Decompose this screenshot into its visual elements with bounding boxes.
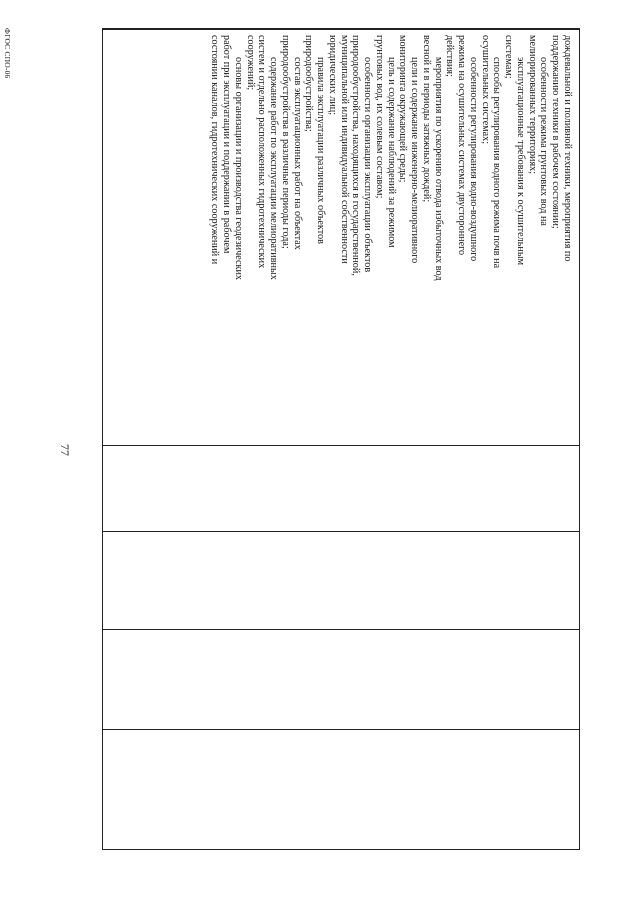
text-line: цель и содержание наблюдений за режимом: [385, 57, 397, 248]
text-line: мелиорированных территориях;: [526, 35, 538, 175]
text-line: осушительных системах;: [479, 35, 491, 145]
text-line: состоянии каналов, гидротехнических сооружений и: [209, 35, 221, 265]
text-line: особенности организации эксплуатации объектов: [362, 57, 374, 273]
column-divider: [103, 629, 579, 630]
text-line: природообустройства в различные периоды года;: [280, 35, 291, 249]
text-line: содержание работ по эксплуатации мелиоративных: [268, 57, 280, 280]
text-line: поддержанию техники в рабочем состоянии;: [550, 35, 562, 229]
text-line: правила эксплуатации различных объектов: [315, 57, 327, 244]
page-number: 77: [58, 444, 72, 456]
text-line: работ при эксплуатации и поддержании в рабочем: [221, 35, 233, 254]
text-line: основы организации и производства геодезических: [233, 57, 244, 281]
text-line: сооружений;: [244, 35, 256, 91]
text-line: весной и в периоды затяжных дождей;: [421, 35, 432, 203]
text-line: юридических лиц;: [327, 35, 338, 116]
text-line: способы регулирования водного режима почв на: [491, 57, 503, 269]
text-line: действия;: [444, 35, 456, 77]
text-line: системам;: [503, 35, 515, 79]
text-line: особенности режима грунтовых вод на: [538, 57, 550, 226]
text-line: мероприятия по ускорению отвода избыточных вод: [432, 57, 444, 281]
text-line: цели и содержание инженерно-мелиоративного: [409, 57, 421, 264]
text-line: систем и отдельно расположенных гидротехнических: [256, 35, 268, 269]
column-divider: [103, 531, 579, 532]
column-divider: [103, 445, 579, 446]
text-line: особенности регулирования водно-воздушного: [468, 57, 479, 262]
knowledge-cell: [101, 29, 579, 445]
text-line: мониторинга окружающей среды;: [397, 35, 409, 183]
text-line: природообустройства;: [303, 35, 315, 132]
competency-table: [102, 28, 580, 850]
text-line: муниципальной или индивидуальной собственности: [338, 35, 350, 264]
text-line: грунтовых вод, их солевым составом;: [374, 35, 385, 199]
text-line: эксплуатационные требования к осушительным: [515, 57, 526, 266]
text-line: состав эксплуатационных работ на объектах: [291, 57, 303, 250]
column-divider: [103, 729, 579, 730]
text-line: дождевальной и поливной техники, мероприятия по: [562, 35, 573, 262]
text-line: природообустройства, находящихся в государственной,: [350, 35, 362, 276]
text-line: режима на осушительных системах двустороннего: [456, 35, 468, 256]
rotated-page: [3, 28, 580, 850]
footer-code: ФГОС СПО-06: [3, 28, 12, 79]
